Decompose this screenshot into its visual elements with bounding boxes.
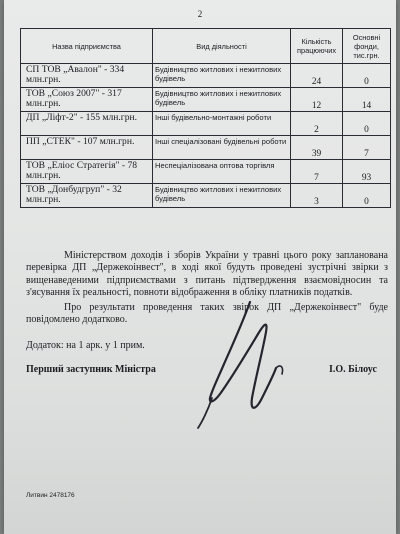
company-cell: СП ТОВ „Авалон" - 334 млн.грн. <box>21 64 153 88</box>
table-row <box>21 64 391 88</box>
company-cell: ТОВ „Еліос Стратегія" - 78 млн.грн. <box>21 160 153 184</box>
activity-cell: Будівництво житлових і нежитлових будівель <box>153 88 291 112</box>
funds-cell: 93 <box>343 160 391 184</box>
activity-cell: Інші спеціалізовані будівельні роботи <box>153 136 291 160</box>
workers-cell: 3 <box>291 184 343 208</box>
workers-cell: 12 <box>291 88 343 112</box>
funds-cell: 0 <box>343 184 391 208</box>
company-cell: ПП „СТЕК" - 107 млн.грн. <box>21 136 153 160</box>
header-workers: Кількість працюючих <box>291 29 343 64</box>
attachment-note: Додаток: на 1 арк. у 1 прим. <box>26 340 145 351</box>
table-header-row <box>21 29 391 64</box>
results-paragraph: Про результати проведення таких звірок ДП „Держекоінвест" буде повідомлено додатково. <box>26 302 388 326</box>
activity-cell: Будівництво житлових і нежитлових будівель <box>153 184 291 208</box>
header-activity: Вид діяльності <box>153 29 291 64</box>
workers-cell: 2 <box>291 112 343 136</box>
funds-cell: 14 <box>343 88 391 112</box>
workers-cell: 39 <box>291 136 343 160</box>
header-funds: Основні фонди, тис.грн. <box>343 29 391 64</box>
page-number: 2 <box>197 9 203 19</box>
table-row <box>21 160 391 184</box>
table-row <box>21 112 391 136</box>
signatory-title: Перший заступник Міністра <box>26 364 156 375</box>
enterprise-table-container <box>20 28 390 208</box>
document-page <box>4 0 396 534</box>
handwritten-signature <box>172 294 302 434</box>
company-cell: ТОВ „Донбудгруп" - 32 млн.грн. <box>21 184 153 208</box>
activity-cell: Інші будівельно-монтажні роботи <box>153 112 291 136</box>
executor-footer: Литвин 2478176 <box>26 492 75 499</box>
header-company: Назва підприємства <box>21 29 153 64</box>
table-row <box>21 184 391 208</box>
activity-cell: Будівництво житлових і нежитлових будівель <box>153 64 291 88</box>
verification-paragraph: Міністерством доходів і зборів України у травні цього року запланована перевірка ДП „Держекоінвест", в ході якої будуть проведені зустрічні звірки з вищенаведеними підприємствами з питань підтвердження взаємовідносин та з'ясування їх реальності, повноти відображення в обліку платників податків. <box>26 250 388 299</box>
workers-cell: 7 <box>291 160 343 184</box>
signatory-name: І.О. Білоус <box>329 364 377 375</box>
company-cell: ДП „Ліфт-2" - 155 млн.грн. <box>21 112 153 136</box>
enterprise-table <box>20 28 391 208</box>
workers-cell: 24 <box>291 64 343 88</box>
table-row <box>21 136 391 160</box>
funds-cell: 0 <box>343 112 391 136</box>
funds-cell: 7 <box>343 136 391 160</box>
table-row <box>21 88 391 112</box>
funds-cell: 0 <box>343 64 391 88</box>
company-cell: ТОВ „Союз 2007" - 317 млн.грн. <box>21 88 153 112</box>
activity-cell: Неспеціалізована оптова торгівля <box>153 160 291 184</box>
